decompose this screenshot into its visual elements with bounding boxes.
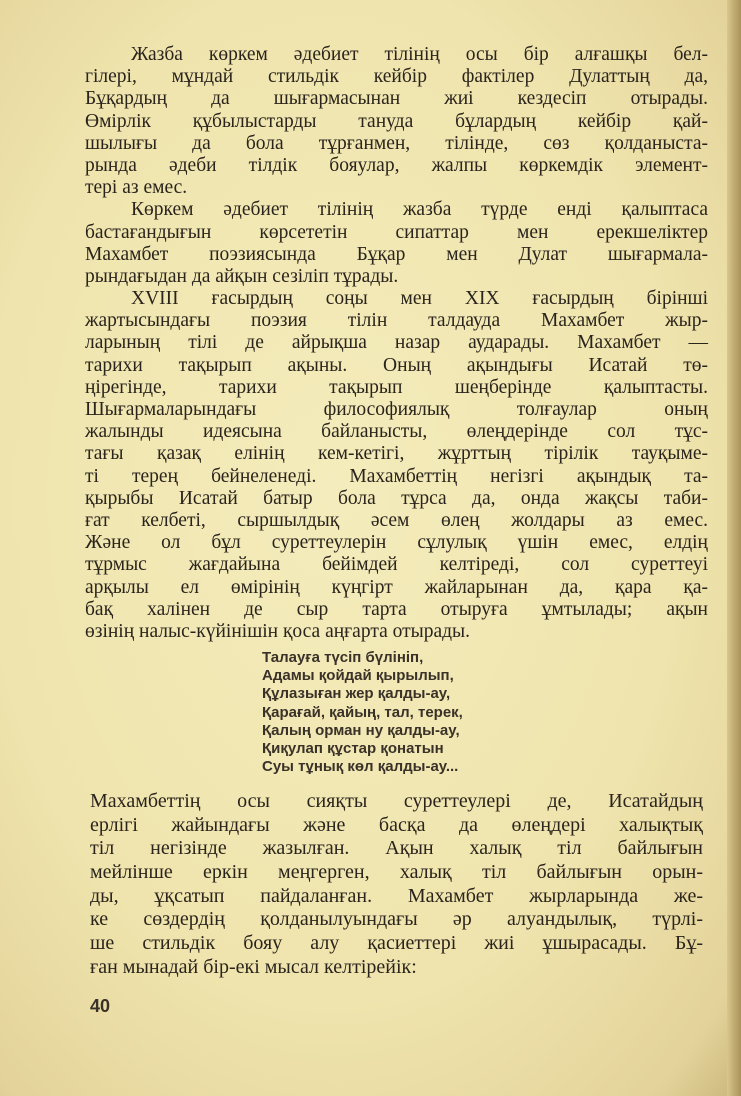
text-line: шылығы да бола тұрғанмен, тілінде, сөз қолданыста- bbox=[85, 132, 708, 154]
page-edge-shadow bbox=[727, 0, 741, 1096]
text-line: ті терең бейнеленеді. Махамбеттің негізгі ақындық та- bbox=[85, 465, 708, 487]
text-line: тұрмыс жағдайына бейімдей келтіреді, сол суреттеуі bbox=[85, 554, 708, 576]
text-line: арқылы ел өмірінің күңгірт жайларынан да, қара қа- bbox=[85, 576, 708, 598]
poem-line: Қалың орман ну қалды-ау, bbox=[262, 721, 460, 739]
text-line: ғат келбеті, сыршылдық әсем өлең жолдары аз емес. bbox=[85, 509, 708, 531]
poem-line: Адамы қойдай қырылып, bbox=[262, 667, 454, 685]
text-line: ған мынадай бір-екі мысал келтірейік: bbox=[90, 955, 417, 978]
main-text-top bbox=[85, 44, 708, 643]
text-line: бастағандығын көрсететін сипаттар мен ерекшеліктер bbox=[85, 221, 708, 243]
poem-line: Суы тұнық көл қалды-ау... bbox=[262, 758, 459, 776]
text-line: Жазба көркем әдебиет тілінің осы бір алғашқы бел- bbox=[131, 44, 708, 65]
text-line: ке сөздердің қолданылуындағы әр алуандылық, түрлі- bbox=[90, 908, 703, 931]
text-line: ше стильдік бояу алу қасиеттері жиі ұшырасады. Бұ- bbox=[90, 932, 703, 955]
text-line: ерлігі жайындағы және басқа да өлеңдері халықтық bbox=[90, 813, 703, 836]
text-line: тарихи тақырып ақыны. Оның ақындығы Исатай тө- bbox=[85, 354, 708, 376]
text-line: жартысындағы поэзия тілін талдауда Махамбет жыр- bbox=[85, 310, 708, 332]
text-line: қырыбы Исатай батыр бола тұрса да, онда жақсы таби- bbox=[85, 487, 708, 509]
poem-quote bbox=[262, 649, 463, 776]
text-line: бақ халінен де сыр тарта отыруға ұмтылады; ақын bbox=[85, 598, 708, 620]
main-text-bottom bbox=[90, 790, 703, 980]
text-line: тері аз емес. bbox=[85, 177, 188, 199]
text-line: тіл негізінде жазылған. Ақын халық тіл байлығын bbox=[90, 837, 703, 860]
text-line: жалынды идеясына байланысты, өлеңдерінде сол тұс- bbox=[85, 421, 708, 443]
text-line: ды, ұқсатып пайдаланған. Махамбет жырларында же- bbox=[90, 884, 703, 907]
text-line: мейлінше еркін меңгерген, халық тіл байлығын орын- bbox=[90, 861, 703, 884]
text-line: Өмірлік құбылыстарды тануда бұлардың кейбір қай- bbox=[85, 110, 708, 132]
text-line: Шығармаларындағы философиялық толғаулар оның bbox=[85, 399, 708, 420]
text-line: Бұқардың да шығармасынан жиі кездесіп отырады. bbox=[85, 88, 708, 110]
text-line: рында әдеби тілдік бояулар, жалпы көркемдік элемент- bbox=[85, 154, 708, 176]
poem-line: Қиқулап құстар қонатын bbox=[262, 739, 444, 757]
text-line: XVIII ғасырдың соңы мен XIX ғасырдың бірінші bbox=[131, 288, 708, 310]
text-line: Көркем әдебиет тілінің жазба түрде енді қалыптаса bbox=[131, 199, 708, 221]
text-line: рындағыдан да айқын сезіліп тұрады. bbox=[85, 265, 399, 287]
text-line: өзінің налыс-күйінішін қоса аңғарта отырады. bbox=[85, 620, 471, 642]
poem-line: Қарағай, қайың, тал, терек, bbox=[262, 703, 463, 721]
page-number: 40 bbox=[90, 996, 111, 1016]
text-line: ларының тілі де айрықша назар аударады. Махамбет — bbox=[85, 332, 708, 354]
text-line: гілері, мұндай стильдік кейбір фактілер Дулаттың да, bbox=[85, 66, 708, 88]
text-line: Махамбеттің осы сияқты суреттеулері де, Исатайдың bbox=[90, 790, 703, 812]
text-line: ңірегінде, тарихи тақырып шеңберінде қалыптасты. bbox=[85, 376, 708, 398]
text-line: тағы қазақ елінің кем-кетігі, жұрттың тірілік тауқыме- bbox=[85, 443, 708, 465]
poem-line: Құлазыған жер қалды-ау, bbox=[262, 685, 451, 703]
text-line: Және ол бұл суреттеулерін сұлулық үшін емес, елдің bbox=[85, 532, 708, 554]
poem-line: Талауға түсіп бүлініп, bbox=[262, 649, 424, 666]
text-line: Махамбет поэзиясында Бұқар мен Дулат шығармала- bbox=[85, 243, 708, 265]
